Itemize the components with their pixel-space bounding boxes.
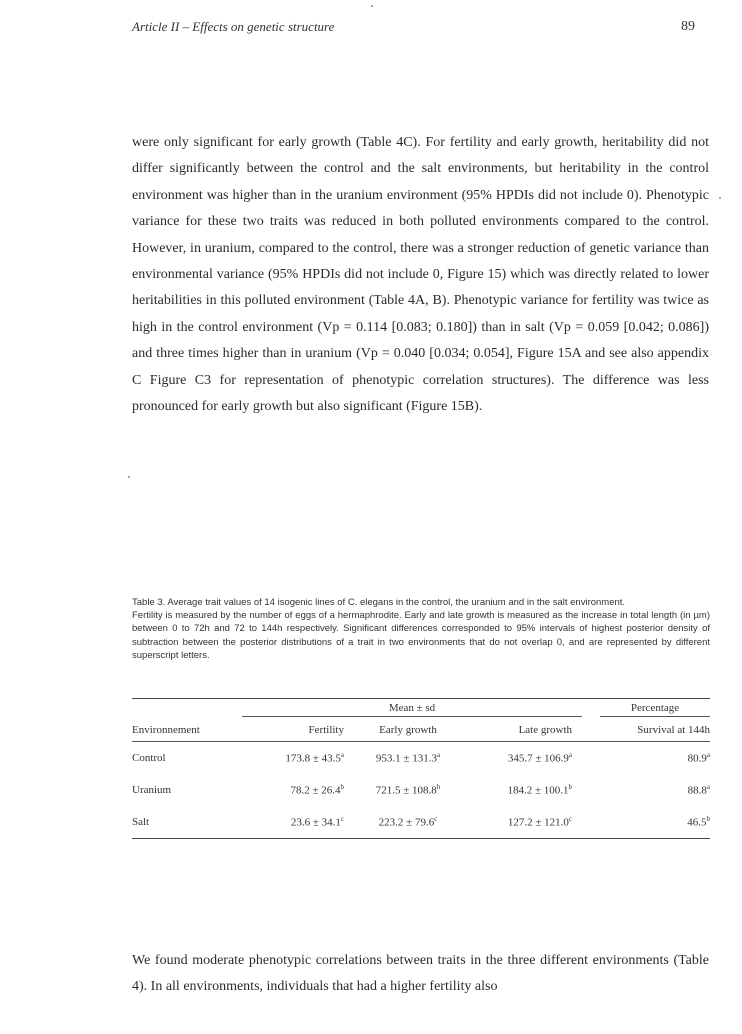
significance-letter: a — [436, 751, 441, 760]
column-header-environment: Environnement — [132, 719, 240, 742]
body-paragraph: were only significant for early growth (Table 4C). For fertility and early growth, heritability did not differ significantly between the control and the salt environments, but heritability in the control environment was higher than in the uranium environment (95% HPDIs did not include 0). Phenotypic variance for these two traits was reduced in both polluted environments compared to the control. However, in uranium, compared to the control, there was a stronger reduction of genetic variance than environmental variance (95% HPDIs did not include 0, Figure 15) which was directly related to lower heritabilities in this polluted environment (Table 4A, B). Phenotypic variance for fertility was twice as high in the control environment (Vp = 0.114 [0.083; 0.180]) than in salt (Vp = 0.059 [0.042; 0.086]) and three times higher than in uranium (Vp = 0.040 [0.034; 0.054], Figure 15A and see also appendix C Figure C3 for representation of phenotypic correlation structures). The difference was less pronounced for early growth but also significant (Figure 15B). — [132, 135, 709, 415]
cell-value: 953.1 ± 131.3 — [375, 752, 437, 765]
cell-survival — [584, 742, 710, 775]
table-group-mean: Mean ± sd — [240, 699, 584, 720]
cell-value: 78.2 ± 26.4 — [290, 784, 341, 797]
significance-letter: c — [568, 815, 573, 824]
scan-speck — [371, 5, 373, 7]
cell-environment: Control — [132, 752, 166, 764]
cell-environment: Salt — [132, 806, 240, 839]
cell-value: 173.8 ± 43.5 — [285, 752, 341, 765]
cell-value: 23.6 ± 34.1 — [290, 816, 341, 829]
cell-value: 345.7 ± 106.9 — [507, 752, 569, 765]
significance-letter: a — [340, 751, 344, 760]
column-header-late-growth: Late growth — [464, 719, 584, 742]
cell-fertility — [240, 806, 352, 839]
scan-speck — [128, 476, 130, 478]
cell-value: 80.9 — [687, 752, 707, 765]
significance-letter: b — [706, 815, 711, 824]
column-header-survival: Survival at 144h — [584, 719, 710, 742]
significance-letter: b — [436, 783, 441, 792]
significance-letter: c — [434, 815, 438, 824]
cell-fertility — [240, 742, 352, 775]
cell-value: 88.8 — [687, 784, 707, 797]
significance-letter: a — [706, 751, 711, 760]
cell-value: 223.2 ± 79.6 — [378, 816, 435, 829]
cell-survival — [584, 806, 710, 839]
column-header-early-growth: Early growth — [352, 719, 464, 742]
table-row — [132, 742, 710, 775]
table-group-percentage: Percentage — [584, 699, 710, 720]
cell-early-growth — [352, 774, 464, 806]
column-header-fertility: Fertility — [240, 719, 352, 742]
cell-value: 184.2 ± 100.1 — [507, 784, 569, 797]
significance-letter: b — [340, 783, 344, 792]
significance-letter: c — [340, 815, 344, 824]
page-number: 89 — [681, 19, 695, 34]
cell-late-growth — [464, 806, 584, 839]
table-row — [132, 806, 710, 839]
cell-late-growth — [464, 774, 584, 806]
cell-early-growth — [352, 742, 464, 775]
cell-early-growth — [352, 806, 464, 839]
significance-letter: b — [568, 783, 573, 792]
trait-values-table — [132, 698, 710, 839]
table-caption-note: Fertility is measured by the number of eggs of a hermaphrodite. Early and late growth is measured as the increase in total length (in µm) between 0 to 72h and 72 to 144h respectively. Significant differences corresponded to 95% intervals of highest posterior density of subtraction between the posterior distributions of a trait in two environments that do not overlap 0, and are represented by different superscript letters. — [132, 610, 710, 661]
cell-value: 721.5 ± 108.8 — [375, 784, 437, 797]
cell-fertility — [240, 774, 352, 806]
table-caption — [132, 596, 710, 662]
cell-value: 46.5 — [687, 816, 707, 829]
cell-survival — [584, 774, 710, 806]
scan-speck — [719, 197, 721, 199]
body-paragraph: We found moderate phenotypic correlations between traits in the three different environments (Table 4). In all environments, individuals that had a higher fertility also — [132, 953, 709, 995]
significance-letter: a — [706, 783, 711, 792]
significance-letter: a — [568, 751, 573, 760]
cell-value: 127.2 ± 121.0 — [507, 816, 569, 829]
table-row — [132, 774, 710, 806]
cell-late-growth — [464, 742, 584, 775]
running-header-title: Article II – Effects on genetic structure — [132, 19, 335, 34]
cell-environment: Uranium — [132, 784, 172, 796]
table-caption-title: Table 3. Average trait values of 14 isogenic lines of C. elegans in the control, the uranium and in the salt environment. — [132, 597, 626, 608]
